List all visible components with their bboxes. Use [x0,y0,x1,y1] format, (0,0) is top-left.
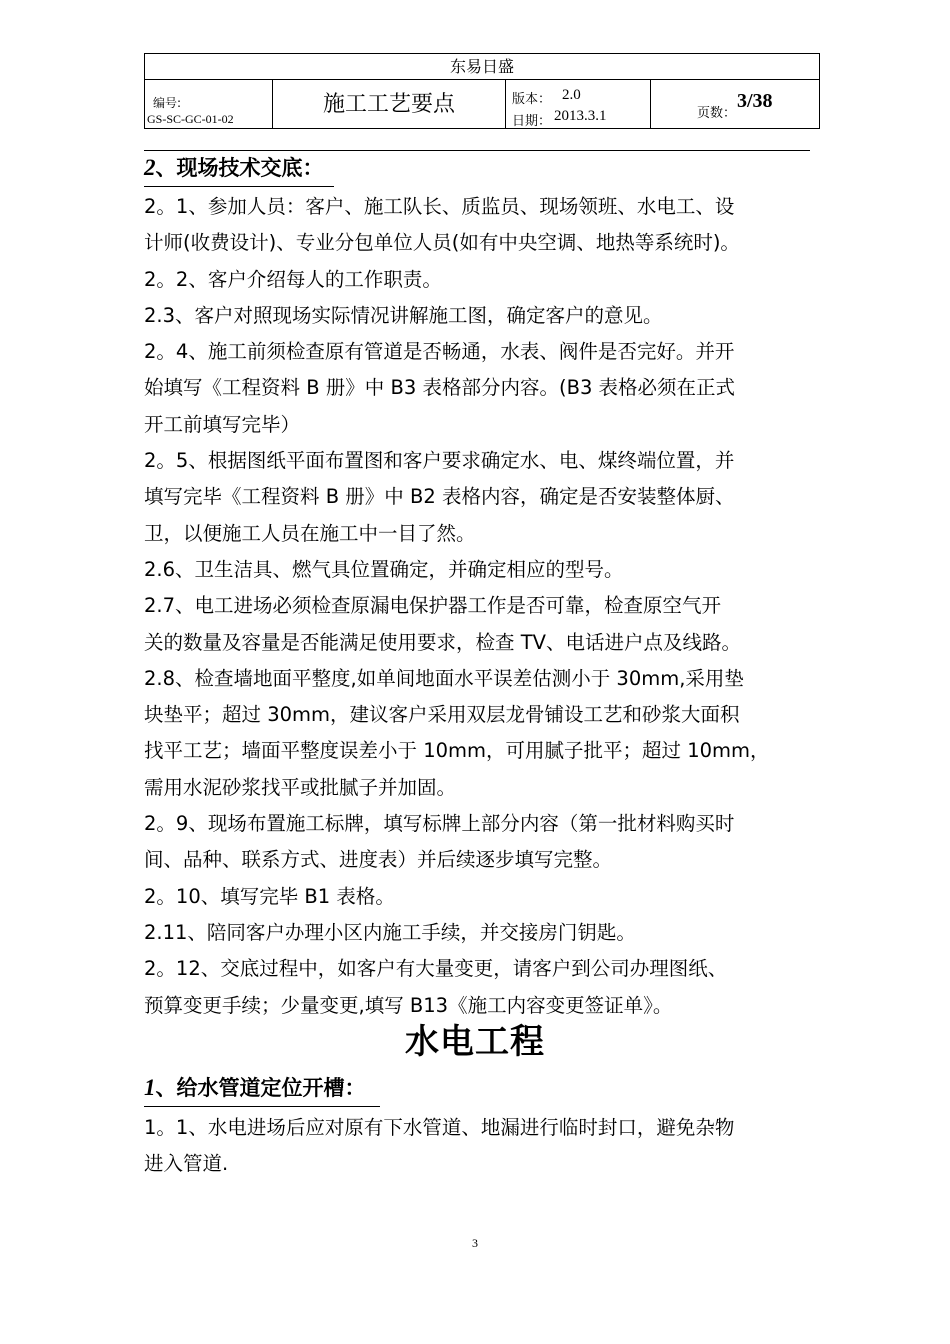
section1-heading-underline [144,1106,380,1107]
text-line: 2。2、客户介绍每人的工作职责。 [144,267,442,291]
section1-heading-text: 、给水管道定位开槽： [155,1076,366,1100]
text-line: 开工前填写完毕） [144,412,301,436]
text-line: 填写完毕《工程资料 B 册》中 B2 表格内容，确定是否安装整体厨、 [144,485,735,509]
doc-code-cell [145,80,273,129]
text-line: 2。5、根据图纸平面布置图和客户要求确定水、电、煤终端位置，并 [144,449,735,473]
text-line: 2.6、卫生洁具、燃气具位置确定，并确定相应的型号。 [144,557,624,581]
date-value: 2013.3.1 [554,108,607,124]
text-line: 2。9、现场布置施工标牌，填写标牌上部分内容（第一批材料购买时 [144,812,735,836]
text-line: 2.11、陪同客户办理小区内施工手续，并交接房门钥匙。 [144,920,636,944]
text-line: 1。1、水电进场后应对原有下水管道、地漏进行临时封口，避免杂物 [144,1116,735,1139]
pages-label: 页数： [697,106,737,121]
text-line: 关的数量及容量是否能满足使用要求，检查 TV、电话进户点及线路。 [144,630,741,654]
section2-heading-underline [144,186,334,187]
text-line: 进入管道. [144,1152,229,1176]
text-line: 2。12、交底过程中，如客户有大量变更，请客户到公司办理图纸、 [144,957,728,981]
section2-heading [144,152,324,182]
section1-heading-number: 1 [144,1075,156,1100]
text-line: 2.8、检查墙地面平整度,如单间地面水平误差估测小于 30mm,采用垫 [144,666,744,690]
text-line: 计师(收费设计)、专业分包单位人员(如有中央空调、地热等系统时)。 [144,231,740,255]
text-line: 块垫平；超过 30mm，建议客户采用双层龙骨铺设工艺和砂浆大面积 [144,703,740,727]
version-value: 2.0 [562,87,581,103]
section2-heading-number: 2 [144,155,156,180]
main-section-title: 水电工程 [405,1022,545,1062]
section2-body [144,189,820,1024]
text-line: 预算变更手续；少量变更,填写 B13《施工内容变更签证单》。 [144,993,673,1017]
text-line: 2。4、施工前须检查原有管道是否畅通，水表、阀件是否完好。并开 [144,340,735,364]
text-line: 间、品种、联系方式、进度表）并后续逐步填写完整。 [144,848,613,872]
footer-page-number: 3 [472,1236,478,1250]
text-line: 始填写《工程资料 B 册》中 B3 表格部分内容。(B3 表格必须在正式 [144,376,736,400]
section1-body [144,1110,820,1183]
document-header-table [144,53,820,129]
doc-code-label: 编号: [153,96,182,110]
text-line: 2。10、填写完毕 B1 表格。 [144,884,395,908]
text-line: 找平工艺；墙面平整度误差小于 10mm，可用腻子批平；超过 10mm， [144,739,770,763]
company-name: 东易日盛 [145,54,819,80]
header-divider [144,150,810,151]
section2-heading-text: 、现场技术交底： [155,156,324,180]
pages-cell [651,80,819,129]
version-date-cell [506,80,651,129]
doc-title: 施工工艺要点 [322,92,455,117]
doc-title-cell [273,80,506,129]
text-line: 2.7、电工进场必须检查原漏电保护器工作是否可靠，检查原空气开 [144,594,722,618]
pages-value: 3/38 [737,90,773,112]
version-label: 版本： [512,92,552,107]
text-line: 2.3、客户对照现场实际情况讲解施工图，确定客户的意见。 [144,303,663,327]
date-label: 日期： [512,114,552,129]
text-line: 需用水泥砂浆找平或批腻子并加固。 [144,775,457,799]
section1-heading [144,1072,366,1102]
text-line: 2。1、参加人员：客户、施工队长、质监员、现场领班、水电工、设 [144,195,735,218]
doc-code-value: GS-SC-GC-01-02 [147,112,234,126]
text-line: 卫，以便施工人员在施工中一目了然。 [144,521,476,545]
